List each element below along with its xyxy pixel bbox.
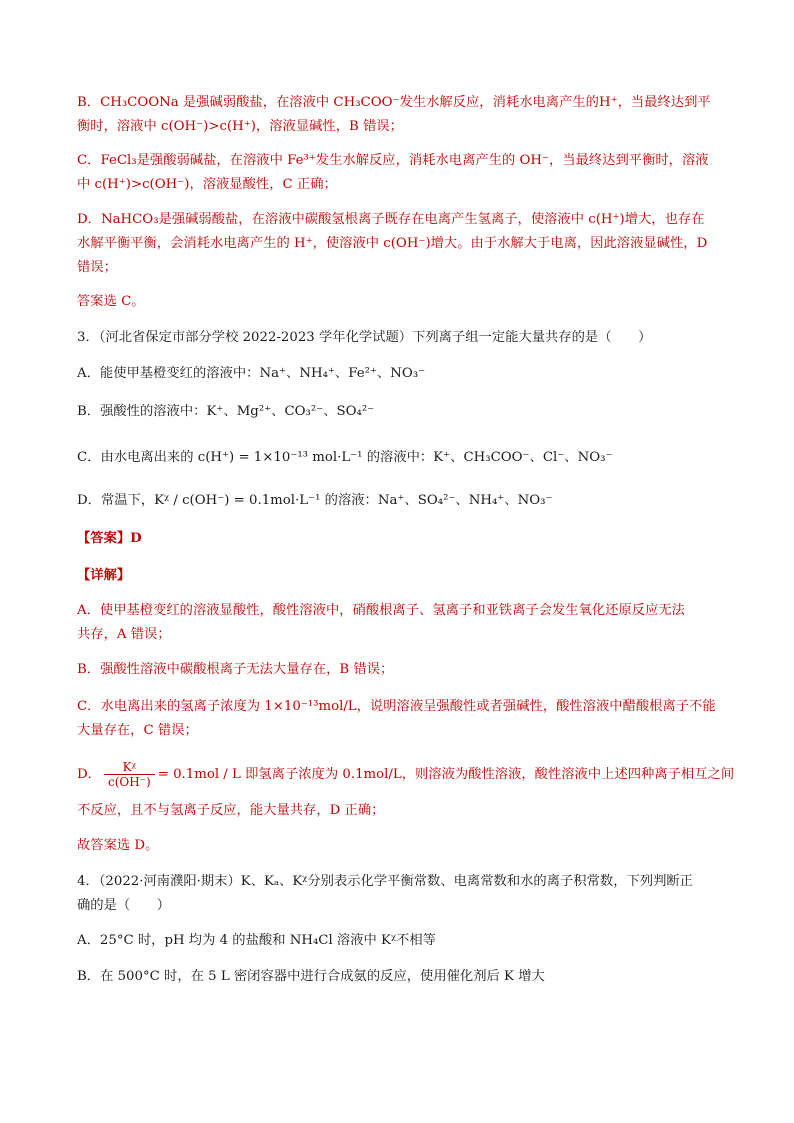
question3-option-a: A．能使甲基橙变红的溶液中：Na⁺、NH₄⁺、Fe²⁺、NO₃⁻ (77, 366, 426, 381)
prev-explanation-b-line2: 衡时，溶液中 c(OH⁻)>c(H⁺)，溶液显碱性，B 错误； (77, 119, 403, 134)
answer-tag: 【答案】D (77, 531, 142, 546)
question4-stem-line1: 4．（2022·河南濮阳·期末）K、Kₐ、Kᵡ分别表示化学平衡常数、电离常数和水的离子积常数，下列判断正 (77, 874, 693, 889)
question4-option-a: A．25°C 时，pH 均为 4 的盐酸和 NH₄Cl 溶液中 Kᵡ不相等 (77, 933, 436, 948)
detail-d-line2: 不反应，且不与氢离子反应，能大量共存，D 正确； (77, 803, 385, 818)
prev-explanation-d-line2: 水解平衡平衡，会消耗水电离产生的 H⁺，使溶液中 c(OH⁻)增大。由于水解大于电离，因此溶液显碱性，D (77, 236, 708, 251)
detail-b: B．强酸性溶液中碳酸根离子无法大量存在，B 错误； (77, 662, 394, 677)
detail-tag: 【详解】 (77, 568, 131, 583)
question4-stem-line2: 确的是（ ） (77, 898, 171, 913)
prev-explanation-d-line1: D．NaHCO₃是强碱弱酸盐，在溶液中碳酸氢根离子既存在电离产生氢离子，使溶液中 c(H⁺)增大，也存在 (77, 212, 705, 227)
question3-stem: 3．（河北省保定市部分学校 2022-2023 学年化学试题）下列离子组一定能大量共存的是（ ） (77, 330, 652, 345)
prev-explanation-c-line1: C．FeCl₃是强酸弱碱盐，在溶液中 Fe³⁺发生水解反应，消耗水电离产生的 OH⁻，当最终达到平衡时，溶液 (77, 153, 709, 168)
prev-explanation-b-line1: B．CH₃COONa 是强碱弱酸盐，在溶液中 CH₃COO⁻发生水解反应，消耗水电离产生的H⁺，当最终达到平 (77, 95, 711, 110)
detail-c-line1: C．水电离出来的氢离子浓度为 1×10⁻¹³mol/L，说明溶液呈强酸性或者强碱性，酸性溶液中醋酸根离子不能 (77, 699, 716, 714)
prev-explanation-d-line3: 错误； (77, 260, 117, 275)
question3-option-d: D．常温下，Kᵡ / c(OH⁻) = 0.1mol·L⁻¹ 的溶液：Na⁺、SO₄²⁻、NH₄⁺、NO₃⁻ (77, 493, 553, 508)
question4-option-b: B．在 500°C 时，在 5 L 密闭容器中进行合成氨的反应，使用催化剂后 K 增大 (77, 969, 545, 984)
question3-option-c: C．由水电离出来的 c(H⁺) = 1×10⁻¹³ mol·L⁻¹ 的溶液中：K⁺、CH₃COO⁻、Cl⁻、NO₃⁻ (77, 450, 613, 465)
question3-option-b: B．强酸性的溶液中：K⁺、Mg²⁺、CO₃²⁻、SO₄²⁻ (77, 404, 375, 419)
detail-a-line2: 共存，A 错误； (77, 627, 171, 642)
fraction-denominator: c(OH⁻) (107, 775, 151, 789)
prev-answer-line: 答案选 C。 (77, 294, 145, 309)
detail-d-rest: = 0.1mol / L 即氢离子浓度为 0.1mol/L，则溶液为酸性溶液，酸性溶液中上述四种离子相互之间 (157, 767, 735, 782)
detail-a-line1: A．使甲基橙变红的溶液显酸性，酸性溶液中，硝酸根离子、氢离子和亚铁离子会发生氧化还原反应无法 (77, 603, 685, 618)
detail-d-prefix: D． (77, 767, 101, 782)
kw-over-coh-fraction (104, 760, 155, 789)
prev-explanation-c-line2: 中 c(H⁺)>c(OH⁻)，溶液显酸性，C 正确； (77, 177, 337, 192)
conclusion: 故答案选 D。 (77, 838, 159, 853)
detail-d-line1 (77, 757, 735, 793)
fraction-numerator: Kᵡ (104, 760, 155, 775)
detail-c-line2: 大量存在，C 错误； (77, 723, 198, 738)
